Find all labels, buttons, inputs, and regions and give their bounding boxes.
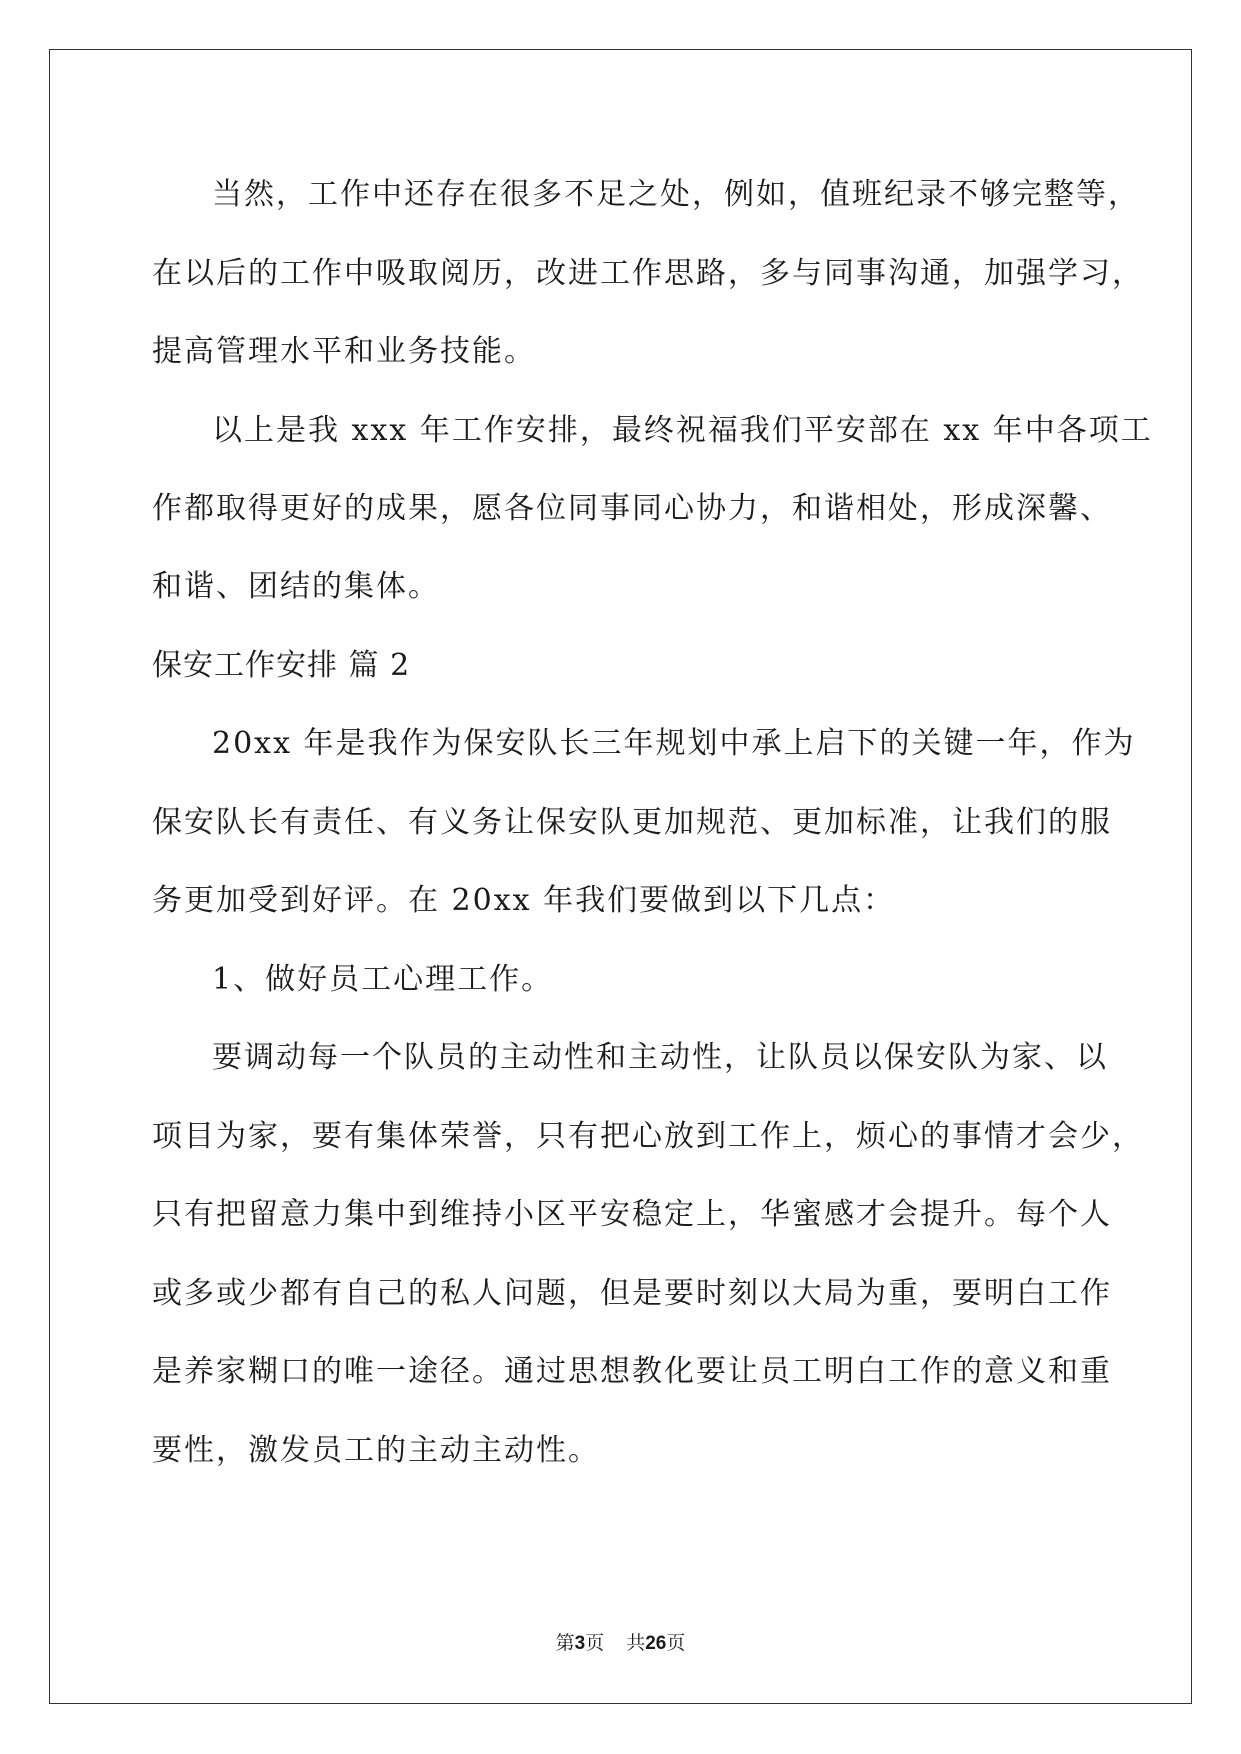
list-item-heading: 1、做好员工心理工作。 <box>212 962 554 997</box>
total-pages-number: 26 <box>645 1633 667 1654</box>
paragraph-line: 提高管理水平和业务技能。 <box>152 334 536 369</box>
paragraph-line: 以上是我 xxx 年工作安排，最终祝福我们平安部在 xx 年中各项工 <box>212 413 1153 448</box>
footer-prefix: 第 <box>555 1632 575 1654</box>
current-page-number: 3 <box>574 1633 586 1654</box>
footer-total-unit: 页 <box>666 1632 686 1654</box>
paragraph-line: 在以后的工作中吸取阅历，改进工作思路，多与同事沟通，加强学习， <box>152 256 1144 291</box>
page-footer <box>0 1631 1241 1656</box>
paragraph-line: 要调动每一个队员的主动性和主动性，让队员以保安队为家、以 <box>212 1040 1108 1075</box>
paragraph-line: 务更加受到好评。在 20xx 年我们要做到以下几点： <box>152 883 896 918</box>
paragraph-line: 只有把留意力集中到维持小区平安稳定上，华蜜感才会提升。每个人 <box>152 1197 1112 1232</box>
paragraph-line: 或多或少都有自己的私人问题，但是要时刻以大局为重，要明白工作 <box>152 1276 1112 1311</box>
paragraph-line: 项目为家，要有集体荣誉，只有把心放到工作上，烦心的事情才会少， <box>152 1119 1144 1154</box>
section-heading: 保安工作安排 篇 2 <box>152 648 411 683</box>
paragraph-line: 当然，工作中还存在很多不足之处，例如，值班纪录不够完整等， <box>212 177 1140 212</box>
paragraph-line: 作都取得更好的成果，愿各位同事同心协力，和谐相处，形成深馨、 <box>152 491 1112 526</box>
paragraph-line: 要性，激发员工的主动主动性。 <box>152 1433 600 1468</box>
footer-total-prefix: 共 <box>626 1632 646 1654</box>
paragraph-line: 是养家糊口的唯一途径。通过思想教化要让员工明白工作的意义和重 <box>152 1354 1112 1389</box>
paragraph-line: 保安队长有责任、有义务让保安队更加规范、更加标准，让我们的服 <box>152 805 1112 840</box>
footer-page-unit: 页 <box>585 1632 605 1654</box>
paragraph-line: 和谐、团结的集体。 <box>152 569 440 604</box>
paragraph-line: 20xx 年是我作为保安队长三年规划中承上启下的关键一年，作为 <box>212 726 1136 761</box>
